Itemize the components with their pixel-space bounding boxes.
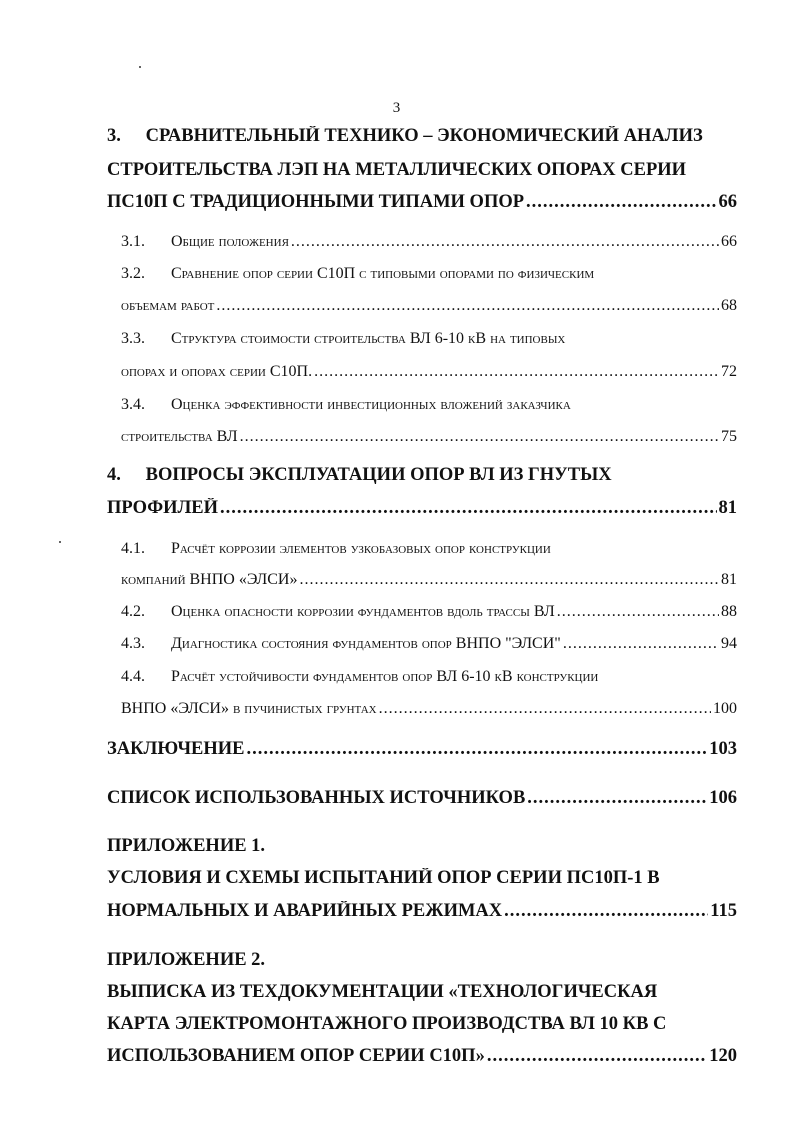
appendix-title-line: КАРТА ЭЛЕКТРОМОНТАЖНОГО ПРОИЗВОДСТВА ВЛ 10 КВ С [107,1014,667,1034]
leader-dots [216,297,719,315]
toc-subsection-4-1-line-1[interactable] [121,540,737,558]
subsection-title: Оценка опасности коррозии фундаментов вдоль трассы ВЛ [171,603,555,620]
page-ref: 100 [713,700,737,717]
conclusion-label: ЗАКЛЮЧЕНИЕ [107,739,245,759]
subsection-number: 3.2. [121,265,145,282]
subsection-number: 4.4. [121,668,145,685]
page-number: 3 [392,100,401,116]
toc-subsection-4-2[interactable] [121,603,737,621]
subsection-title: опорах и опорах серии С10П. [121,363,313,380]
appendix-title-line: ВЫПИСКА ИЗ ТЕХДОКУМЕНТАЦИИ «ТЕХНОЛОГИЧЕСКАЯ [107,982,658,1002]
page-ref: 66 [721,233,737,250]
leader-dots [291,233,719,251]
leader-dots [557,603,719,621]
subsection-title: Оценка эффективности инвестиционных вложений заказчика [171,396,571,413]
subsection-title: Расчёт коррозии элементов узкобазовых опор конструкции [171,540,551,557]
toc-section-3-line-3[interactable] [107,192,737,213]
subsection-title: Сравнение опор серии С10П с типовыми опорами по физическим [171,265,595,282]
page-ref: 94 [721,635,737,652]
subsection-number: 3.1. [121,233,145,250]
section-title-line: СТРОИТЕЛЬСТВА ЛЭП НА МЕТАЛЛИЧЕСКИХ ОПОРАХ СЕРИИ [107,160,687,180]
toc-subsection-3-2-line-1[interactable] [121,265,737,283]
leader-dots [487,1046,707,1067]
toc-appendix-1-label[interactable] [107,836,737,857]
section-number: 4. [107,465,121,485]
toc-subsection-4-4-line-2[interactable] [121,700,737,718]
subsection-title: Общие положения [171,233,289,250]
leader-dots [504,901,708,922]
section-title-line: ПРОФИЛЕЙ [107,498,218,518]
subsection-number: 4.2. [121,603,145,620]
page-ref: 115 [710,901,737,921]
subsection-number: 3.4. [121,396,145,413]
page-ref: 81 [721,571,737,588]
subsection-title: Расчёт устойчивости фундаментов опор ВЛ 6-10 кВ конструкции [171,668,599,685]
toc-appendix-2-line-2[interactable] [107,1014,737,1035]
toc-subsection-4-3[interactable] [121,635,737,653]
subsection-title: Диагностика состояния фундаментов опор ВНПО "ЭЛСИ" [171,635,561,652]
appendix-title-line: ИСПОЛЬЗОВАНИЕМ ОПОР СЕРИИ С10П» [107,1046,485,1066]
page-ref: 88 [721,603,737,620]
toc-subsection-3-3-line-2[interactable] [121,363,737,381]
toc-references[interactable] [107,788,737,809]
leader-dots [299,571,719,589]
section-title-line: ПС10П С ТРАДИЦИОННЫМИ ТИПАМИ ОПОР [107,192,525,212]
section-title-line: СРАВНИТЕЛЬНЫЙ ТЕХНИКО – ЭКОНОМИЧЕСКИЙ АНАЛИЗ [145,126,703,146]
toc-appendix-1-line-1[interactable] [107,868,737,889]
toc-subsection-3-1[interactable] [121,233,737,251]
section-number: 3. [107,126,121,146]
subsection-number: 4.3. [121,635,145,652]
scan-speck [59,541,61,543]
leader-dots [220,498,717,519]
references-label: СПИСОК ИСПОЛЬЗОВАННЫХ ИСТОЧНИКОВ [107,788,526,808]
toc-subsection-4-1-line-2[interactable] [121,571,737,589]
page-ref: 81 [718,498,737,518]
toc-subsection-3-2-line-2[interactable] [121,297,737,315]
leader-dots [563,635,719,653]
section-title-line: ВОПРОСЫ ЭКСПЛУАТАЦИИ ОПОР ВЛ ИЗ ГНУТЫХ [145,465,612,485]
scan-speck [139,66,141,68]
toc-section-4-line-2[interactable] [107,498,737,519]
appendix-label: ПРИЛОЖЕНИЕ 2. [107,950,266,970]
leader-dots [527,788,707,809]
appendix-title-line: НОРМАЛЬНЫХ И АВАРИЙНЫХ РЕЖИМАХ [107,901,503,921]
leader-dots [314,363,719,381]
toc-subsection-3-4-line-2[interactable] [121,428,737,446]
page-ref: 103 [709,739,737,759]
subsection-number: 3.3. [121,330,145,347]
page-ref: 106 [709,788,737,808]
leader-dots [526,192,716,213]
page-ref: 66 [718,192,737,212]
page-ref: 68 [721,297,737,314]
leader-dots [247,739,708,760]
appendix-title-line: УСЛОВИЯ И СХЕМЫ ИСПЫТАНИЙ ОПОР СЕРИИ ПС10П-1 В [107,868,660,888]
page-ref: 120 [709,1046,737,1066]
toc-subsection-3-4-line-1[interactable] [121,396,737,414]
toc-appendix-1-line-2[interactable] [107,901,737,922]
subsection-title: компаний ВНПО «ЭЛСИ» [121,571,298,588]
toc-subsection-3-3-line-1[interactable] [121,330,737,348]
toc-section-3-line-2[interactable] [107,160,737,181]
toc-section-4-line-1[interactable] [107,465,737,486]
leader-dots [379,700,711,718]
subsection-number: 4.1. [121,540,145,557]
leader-dots [240,428,719,446]
toc-appendix-2-line-3[interactable] [107,1046,737,1067]
subsection-title: ВНПО «ЭЛСИ» в пучинистых грунтах [121,700,377,717]
subsection-title: объемам работ [121,297,215,314]
toc-section-3-line-1[interactable] [107,126,737,147]
toc-appendix-2-line-1[interactable] [107,982,737,1003]
appendix-label: ПРИЛОЖЕНИЕ 1. [107,836,266,856]
toc-subsection-4-4-line-1[interactable] [121,668,737,686]
subsection-title: строительства ВЛ [121,428,238,445]
toc-appendix-2-label[interactable] [107,950,737,971]
toc-conclusion[interactable] [107,739,737,760]
subsection-title: Структура стоимости строительства ВЛ 6-10 кВ на типовых [171,330,566,347]
page-ref: 72 [721,363,737,380]
page-ref: 75 [721,428,737,445]
